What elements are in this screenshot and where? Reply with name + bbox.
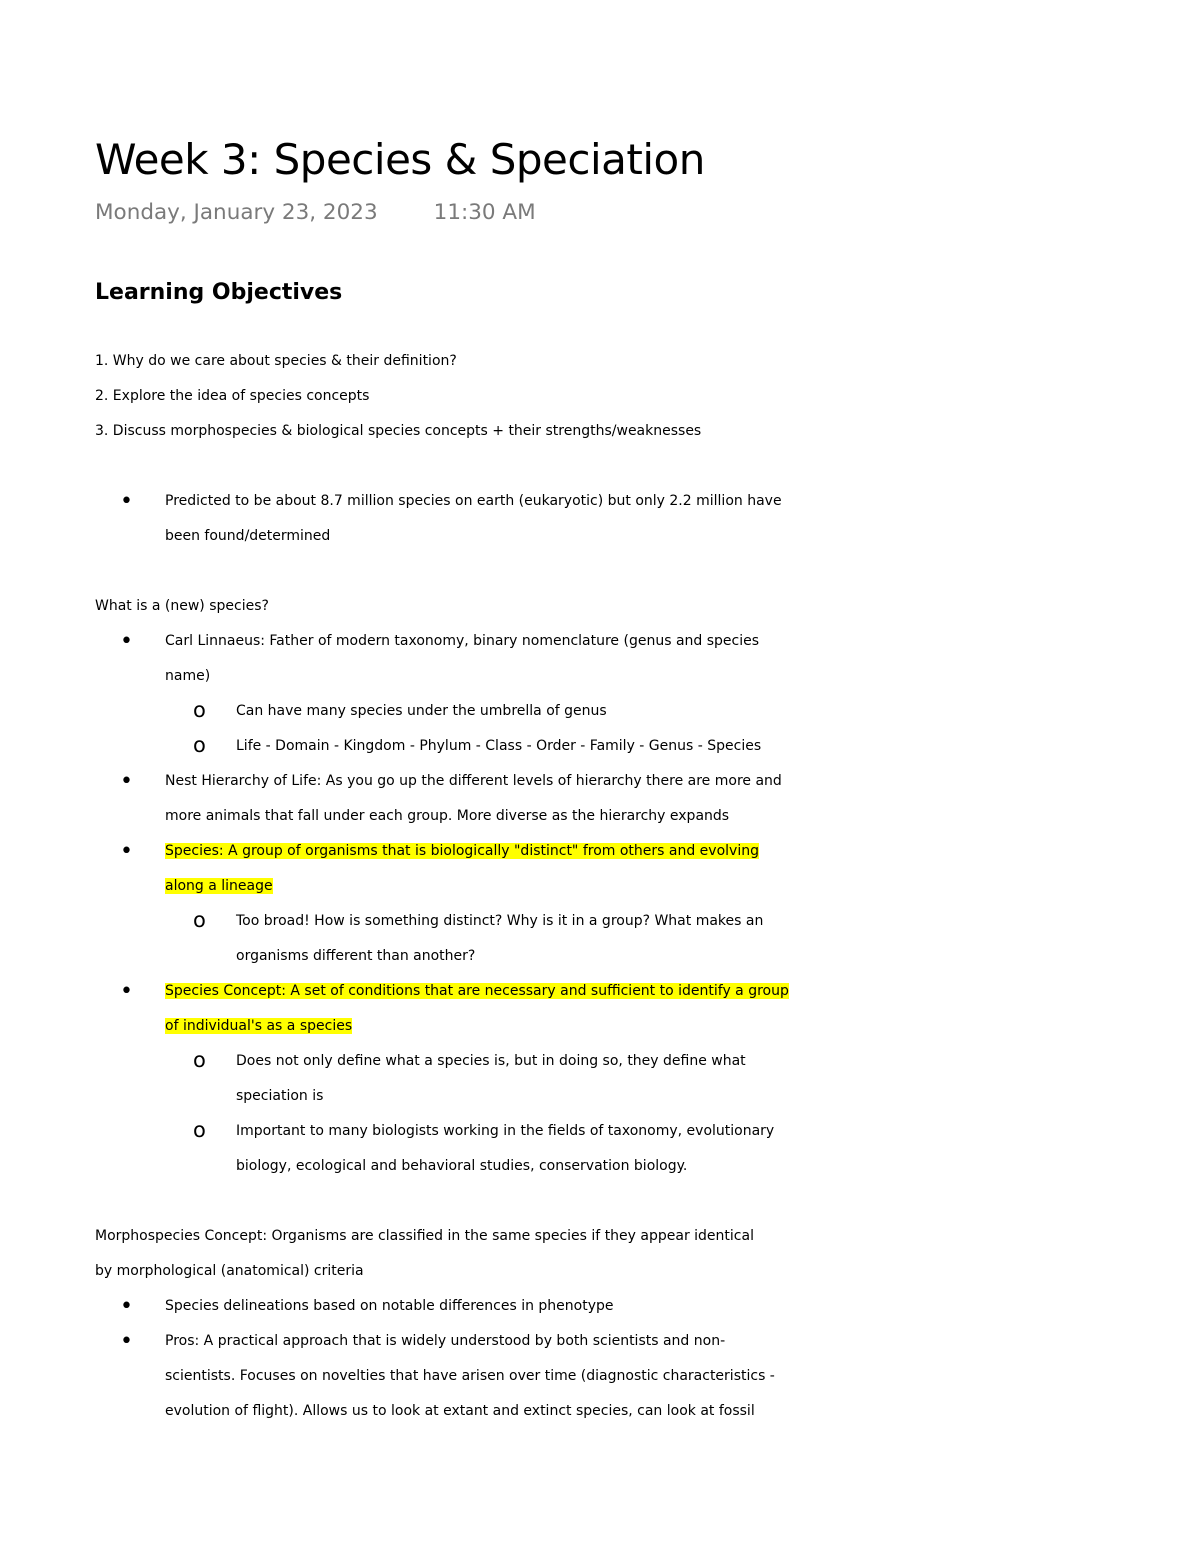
list-item: • Nest Hierarchy of Life: As you go up the different levels of hierarchy there are more and more animals that fall under each group. More diverse as the hierarchy expands	[95, 764, 1200, 834]
note-date: Monday, January 23, 2023	[95, 200, 378, 225]
highlighted-text: along a lineage	[165, 878, 273, 894]
list-item-highlighted	[95, 974, 1200, 1044]
list-item-highlighted	[95, 834, 1200, 904]
highlighted-text: of individual's as a species	[165, 1018, 353, 1034]
objective-item: 1. Why do we care about species & their definition?	[95, 353, 457, 369]
objective-item: 2. Explore the idea of species concepts	[95, 388, 370, 404]
sub-list-item: o Life - Domain - Kingdom - Phylum - Class - Order - Family - Genus - Species	[95, 729, 1200, 764]
intro-bullet-list	[95, 484, 1200, 554]
species-bullet-list	[95, 624, 1200, 1184]
list-item: • Species delineations based on notable differences in phenotype	[95, 1289, 1200, 1324]
sub-list-item: o Can have many species under the umbrella of genus	[95, 694, 1200, 729]
document-page	[95, 130, 1200, 1429]
morphospecies-bullet-list	[95, 1289, 1200, 1429]
note-time: 11:30 AM	[433, 200, 536, 225]
list-item: • Carl Linnaeus: Father of modern taxonomy, binary nomenclature (genus and species name)	[95, 624, 1200, 694]
list-item: • Predicted to be about 8.7 million species on earth (eukaryotic) but only 2.2 million have been found/determined	[95, 484, 1200, 554]
sub-list-item: o Does not only define what a species is, but in doing so, they define what speciation is	[95, 1044, 1200, 1114]
highlighted-text: Species Concept: A set of conditions that are necessary and sufficient to identify a group	[165, 983, 789, 999]
sub-list-item: o Important to many biologists working in the fields of taxonomy, evolutionary biology, ecological and behavioral studies, conservation biology.	[95, 1114, 1200, 1184]
objectives-heading: Learning Objectives	[95, 280, 343, 305]
section-heading-morphospecies: Morphospecies Concept: Organisms are classified in the same species if they appear identical by morphological (anatomical) criteria	[95, 1228, 754, 1279]
note-timestamp	[95, 198, 1200, 228]
objectives-list	[95, 344, 1200, 449]
highlighted-text: Species: A group of organisms that is biologically "distinct" from others and evolving	[165, 843, 759, 859]
objective-item: 3. Discuss morphospecies & biological species concepts + their strengths/weaknesses	[95, 423, 702, 439]
section-heading-new-species: What is a (new) species?	[95, 598, 269, 614]
list-item: • Pros: A practical approach that is widely understood by both scientists and non- scientists. Focuses on novelties that have arisen over time (diagnostic characteristics - evolution of flight). Allows us to look at extant and extinct species, can look at fossil	[95, 1324, 1200, 1429]
sub-list-item: o Too broad! How is something distinct? Why is it in a group? What makes an organisms different than another?	[95, 904, 1200, 974]
page-title: Week 3: Species & Speciation	[95, 135, 705, 184]
